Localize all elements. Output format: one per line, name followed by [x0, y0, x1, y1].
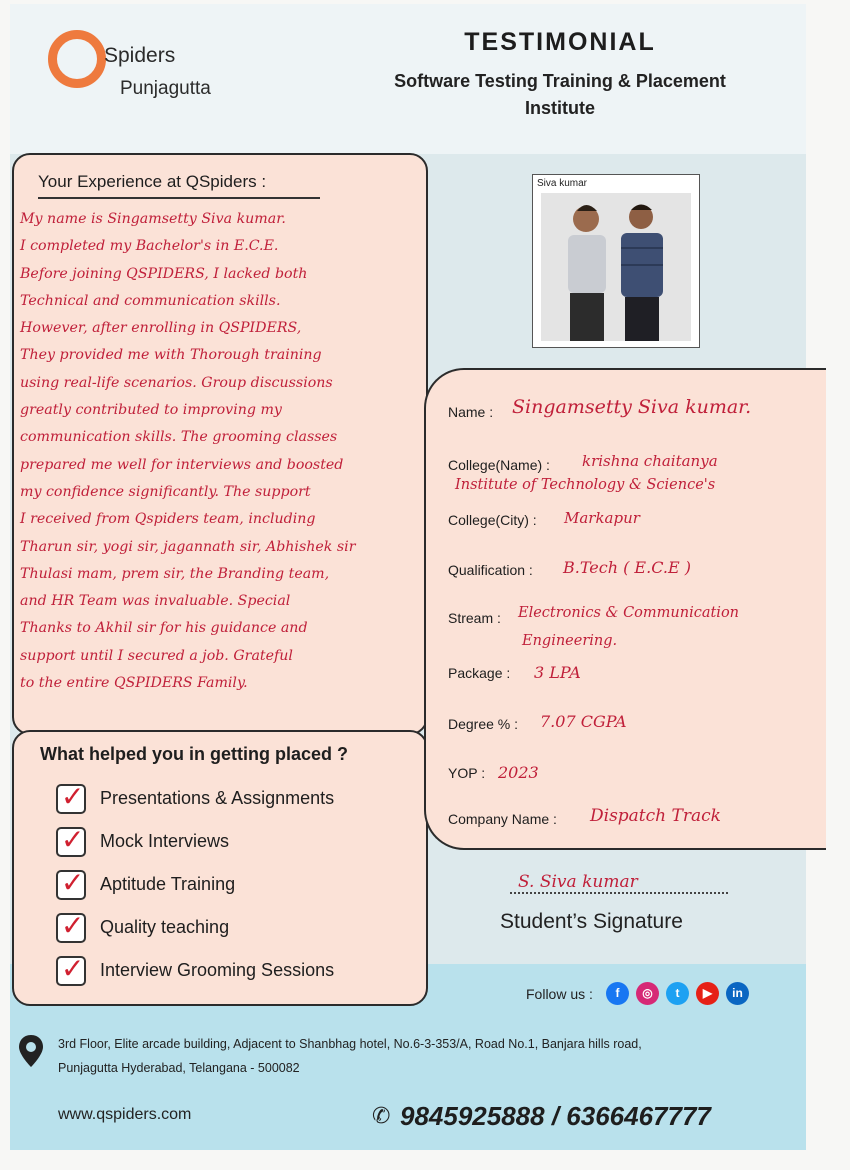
package-value: 3 LPA: [534, 663, 581, 682]
company-name-value: Dispatch Track: [590, 806, 721, 826]
checkmark-icon: ✓: [61, 823, 85, 856]
student-photo: [532, 174, 700, 348]
college-city-value: Markapur: [564, 509, 640, 527]
checkmark-icon: ✓: [61, 780, 85, 813]
help-item-label: Aptitude Training: [100, 874, 236, 894]
experience-line: Technical and communication skills.: [20, 292, 281, 309]
experience-line: My name is Singamsetty Siva kumar.: [20, 211, 286, 227]
college-name-value-line-2: Institute of Technology & Science's: [455, 477, 716, 493]
yop-label: YOP :: [448, 765, 486, 781]
package-label: Package :: [448, 665, 511, 681]
twitter-icon[interactable]: t: [666, 982, 689, 1005]
signature-label: Student’s Signature: [500, 910, 683, 933]
experience-line: greatly contributed to improving my: [20, 402, 282, 419]
page-title: TESTIMONIAL: [464, 28, 656, 56]
company-name-label: Company Name :: [448, 811, 557, 827]
checkbox[interactable]: [56, 909, 86, 943]
experience-line: They provided me with Thorough training: [20, 347, 322, 364]
checkbox[interactable]: [56, 866, 86, 900]
help-heading: What helped you in getting placed ?: [40, 744, 349, 764]
stream-value-line-2: Engineering.: [522, 633, 618, 649]
experience-line: to the entire QSPIDERS Family.: [20, 675, 248, 692]
checkbox[interactable]: [56, 780, 86, 814]
degree-label: Degree % :: [448, 716, 519, 732]
phone-numbers[interactable]: 9845925888 / 6366467777: [400, 1101, 711, 1131]
phone-icon: ✆: [372, 1104, 391, 1129]
experience-line: communication skills. The grooming classes: [20, 429, 338, 446]
logo-city-text: Punjagutta: [120, 78, 211, 99]
experience-heading: Your Experience at QSpiders :: [38, 172, 267, 191]
signature-value: S. Siva kumar: [518, 872, 638, 892]
logo-q-ring-icon: [48, 30, 106, 88]
name-value: Singamsetty Siva kumar.: [512, 396, 752, 418]
youtube-icon[interactable]: ▶: [696, 982, 719, 1005]
college-city-label: College(City) :: [448, 512, 537, 528]
experience-line: support until I secured a job. Grateful: [20, 647, 293, 664]
experience-text: [20, 206, 440, 697]
experience-line: Tharun sir, yogi sir, jagannath sir, Abhishek sir: [20, 538, 356, 555]
yop-value: 2023: [498, 763, 539, 782]
name-label: Name :: [448, 404, 494, 420]
address: [58, 1032, 642, 1080]
stream-label: Stream :: [448, 610, 501, 626]
facebook-icon[interactable]: f: [606, 982, 629, 1005]
address-line-2: Punjagutta Hyderabad, Telangana - 500082: [58, 1061, 300, 1075]
college-name-value-line-1: krishna chaitanya: [582, 452, 718, 470]
degree-value: 7.07 CGPA: [540, 712, 627, 731]
experience-line: my confidence significantly. The support: [20, 483, 311, 500]
college-name-label: College(Name) :: [448, 457, 550, 473]
subtitle-line-1: Software Testing Training & Placement: [394, 71, 726, 91]
page-subtitle: [360, 68, 760, 122]
instagram-icon[interactable]: ◎: [636, 982, 659, 1005]
subtitle-line-2: Institute: [525, 98, 595, 118]
experience-line: and HR Team was invaluable. Special: [20, 593, 291, 610]
checkbox[interactable]: [56, 952, 86, 986]
website-link[interactable]: www.qspiders.com: [58, 1106, 192, 1123]
help-item-label: Quality teaching: [100, 917, 230, 937]
experience-line: I received from Qspiders team, including: [20, 511, 316, 528]
experience-heading-underline: [38, 197, 320, 199]
address-line-1: 3rd Floor, Elite arcade building, Adjacent to Shanbhag hotel, No.6-3-353/A, Road No.1, Banjara hills road,: [58, 1037, 642, 1051]
logo-brand-text: Spiders: [104, 44, 176, 67]
checkbox[interactable]: [56, 823, 86, 857]
checkmark-icon: ✓: [61, 909, 85, 942]
photo-caption: Siva kumar: [537, 178, 588, 189]
experience-line: prepared me well for interviews and boosted: [20, 456, 344, 473]
linkedin-icon[interactable]: in: [726, 982, 749, 1005]
help-item-label: Mock Interviews: [100, 831, 230, 851]
experience-line: I completed my Bachelor's in E.C.E.: [20, 238, 279, 255]
qualification-label: Qualification :: [448, 562, 533, 578]
experience-line: However, after enrolling in QSPIDERS,: [20, 320, 302, 337]
stream-value-line-1: Electronics & Communication: [518, 605, 740, 621]
experience-line: Thanks to Akhil sir for his guidance and: [20, 620, 308, 637]
experience-line: Thulasi mam, prem sir, the Branding team,: [20, 565, 330, 582]
signature-line: [510, 892, 728, 894]
follow-us-label: Follow us :: [526, 986, 593, 1002]
checkmark-icon: ✓: [61, 866, 85, 899]
experience-line: Before joining QSPIDERS, I lacked both: [20, 265, 308, 282]
checkmark-icon: ✓: [61, 952, 85, 985]
help-item-label: Presentations & Assignments: [100, 788, 335, 808]
location-pin-icon: [18, 1034, 44, 1068]
qualification-value: B.Tech ( E.C.E ): [563, 558, 691, 577]
experience-line: using real-life scenarios. Group discussions: [20, 374, 333, 391]
two-people-photo-icon: [541, 193, 691, 341]
help-item-label: Interview Grooming Sessions: [100, 960, 335, 980]
